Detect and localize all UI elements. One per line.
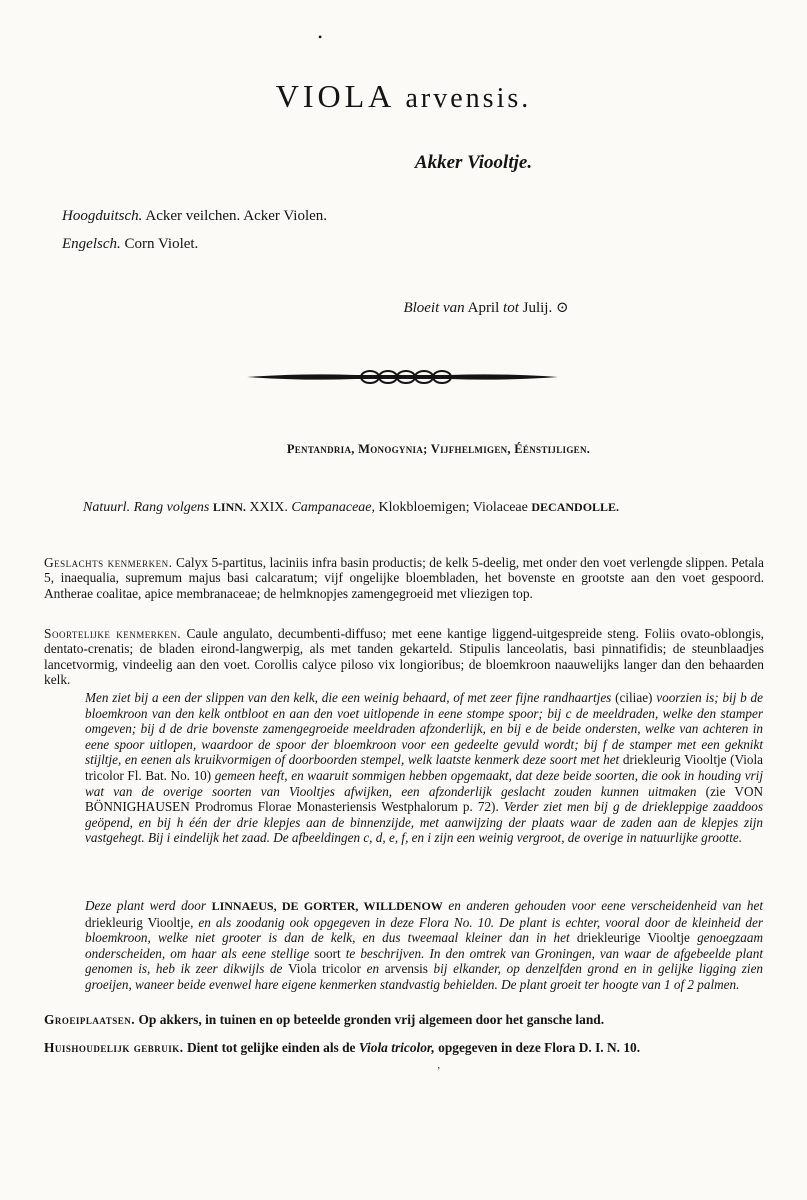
genus-characters	[44, 555, 764, 601]
name-german	[62, 202, 327, 230]
habitat	[44, 1012, 764, 1027]
linnaean-classification: Pentandria, Monogynia; Vijfhelmigen, Éénstijligen.	[286, 442, 591, 456]
genus-characters-head: Geslachts kenmerken.	[44, 555, 173, 570]
bloei-prefix: Bloeit van	[403, 300, 465, 316]
variety-text-j: Viola tricolor	[288, 961, 361, 977]
figure-text-a: Men ziet bij a een der slippen van den kelk, die een weinig behaard, of met zeer fijne randhaartjes	[85, 690, 612, 705]
species-characters	[44, 626, 764, 688]
figure-text-e: gemeen heeft, en waaruit sommigen hebben opgemaakt, dat deze beide soorten, die ook in houding vrij wat van de overige soorten van Viooltjes afwijken, een afzonderlijk geslacht zouden kunnen uitmaken	[85, 767, 764, 799]
title-genus: VIOLA	[275, 78, 394, 114]
variety-text-e: en als zoodanig ook opgegeven in deze Flora No. 10. De plant is echter, vooral door de kleinheid der bloemkroon, welke niet grooter is dan de kelk, en dus tweemaal kleiner dan in het	[85, 914, 764, 946]
page-dot: •	[318, 30, 323, 44]
name-english-value: Corn Violet.	[124, 236, 199, 252]
species-characters-body: Caule angulato, decumbenti-diffuso; met eene kantige liggend-uitgespreide steng. Foliis ovato-oblongis, dentato-crenatis; de bladen eirond-langwerpig, als met tanden gekarteld. Stipulis lanceolatis, basi pinnatifidis; de steunblaadjes lancetvormig, vindeelig aan den voet. Corollis calyce piloso vix longioribus; de bloemkroon naauwelijks langer dan den behaarden kelk.	[44, 626, 765, 688]
bloei-mid: tot	[503, 300, 519, 316]
name-english-lang: Engelsch.	[62, 236, 121, 252]
figure-text-f: (zie VON BÖNNIGHAUSEN Prodromus Florae Monasteriensis Westphalorum p. 72).	[85, 783, 763, 815]
variety-text-h: soort	[314, 945, 341, 961]
figure-explanation	[85, 690, 763, 846]
variety-text-f: driekleurige Viooltje	[576, 930, 690, 946]
vernacular-names	[62, 202, 327, 258]
name-german-lang: Hoogduitsch.	[62, 208, 143, 224]
variety-text-c: en anderen gehouden voor eene verscheidenheid van het	[448, 898, 763, 913]
natuurl-decandolle: DECANDOLLE.	[531, 500, 620, 514]
ornament-divider-icon	[245, 366, 560, 388]
natuurl-dutch: Klokbloemigen; Violaceae	[378, 500, 528, 515]
name-english	[62, 230, 327, 258]
variety-text-i: te beschrijven. In den omtrek van Groningen, van waar de afgebeelde plant genomen is, heb ik zeer dikwijls de	[85, 945, 764, 977]
footer-mark: ʼ	[437, 1066, 441, 1077]
habitat-body: Op akkers, in tuinen en op beteelde gronden vrij algemeen door het gansche land.	[138, 1012, 605, 1027]
dutch-name: Akker Viooltje.	[414, 152, 533, 173]
variety-text-g: genoegzaam onderscheiden, om haar als eene stellige	[85, 930, 763, 961]
household-use-head: Huishoudelijk gebruik.	[44, 1040, 184, 1055]
variety-text-b: LINNAEUS, DE GORTER, WILLDENOW	[211, 899, 443, 913]
figure-text-g: Verder ziet men bij g de driekleppige zaaddoos geöpend, en bij h één der drie klepjes aan de binnenzijde, met aanwijzing der plaats waar de zaden aan de klepjes zijn vastgehegt. Bij i eindelijk het zaad. De afbeeldingen c, d, e, f, en i zijn een weinig vergroot, de overige in natuurlijke grootte.	[85, 799, 764, 846]
name-german-value: Acker veilchen. Acker Violen.	[145, 208, 328, 224]
variety-discussion	[85, 898, 763, 993]
household-use-body-c: opgegeven in deze Flora D. I. N. 10.	[438, 1040, 641, 1055]
title-species: arvensis.	[405, 83, 532, 114]
annual-symbol-icon: ⊙	[555, 300, 569, 316]
page-title	[0, 78, 807, 115]
variety-text-l: arvensis	[384, 961, 428, 977]
bloei-from: April	[467, 300, 500, 316]
household-use-body-b: Viola tricolor,	[358, 1040, 435, 1055]
variety-text-a: Deze plant werd door	[85, 898, 206, 913]
household-use-body-a: Dient tot gelijke einden als de	[187, 1040, 356, 1055]
figure-text-b: (ciliae)	[615, 690, 653, 705]
habitat-head: Groeiplaatsen.	[44, 1012, 136, 1027]
figure-text-c: voorzien is; bij b de bloemkroon van den kelk ontbloot en aan den voet uitlopende in eene stompe spoor; bij c de meeldraden, welke den stamper omgeven; bij d de drie bovenste zamengegroeide meeldraden afzonderlijk, en bij e de beide ondersten, welke van achteren in eene spoor uitlopen, waardoor de spoor der bloemkroon voor een gedeelte gevuld wordt; bij f de stamper met een geknikt stijltje, en eenen als kruikvormigen of doorboorden stempel, welk laatste kenmerk deze soort met het	[85, 690, 763, 768]
flowering-period	[0, 298, 807, 317]
figure-text-d: driekleurig Viooltje (Viola tricolor Fl. Bat. No. 10)	[85, 752, 764, 783]
bloei-to: Julij.	[522, 300, 553, 316]
species-characters-head: Soortelijke kenmerken.	[44, 626, 182, 641]
variety-text-m: bij elkander, op denzelfden grond en in gelijke ligging zien groeijen, waneer beide evenwel hare eigene kenmerken standvastig behielden. De plant groeit ter hoogte van 1 of 2 palmen.	[85, 961, 764, 992]
natural-rank	[83, 500, 619, 516]
household-use	[44, 1040, 764, 1055]
variety-text-k: en	[366, 961, 380, 977]
natuurl-num: XXIX.	[249, 500, 288, 515]
natuurl-family: Campanaceae,	[291, 500, 375, 515]
variety-text-d: driekleurig Viooltje,	[85, 914, 194, 930]
natuurl-label: Natuurl. Rang volgens	[83, 500, 210, 515]
natuurl-linn: LINN.	[212, 500, 246, 514]
genus-characters-body: Calyx 5-partitus, laciniis infra basin productis; de kelk 5-deelig, met onder den voet verlengde slippen. Petala 5, inaequalia, supremum majus basi calcaratum; vijf ongelijke bloembladen, het bovenste en grootste aan den voet gespoord. Antherae coalitae, apice membranaceae; de helmknopjes zamengegroeid met vliezigen top.	[44, 555, 764, 601]
